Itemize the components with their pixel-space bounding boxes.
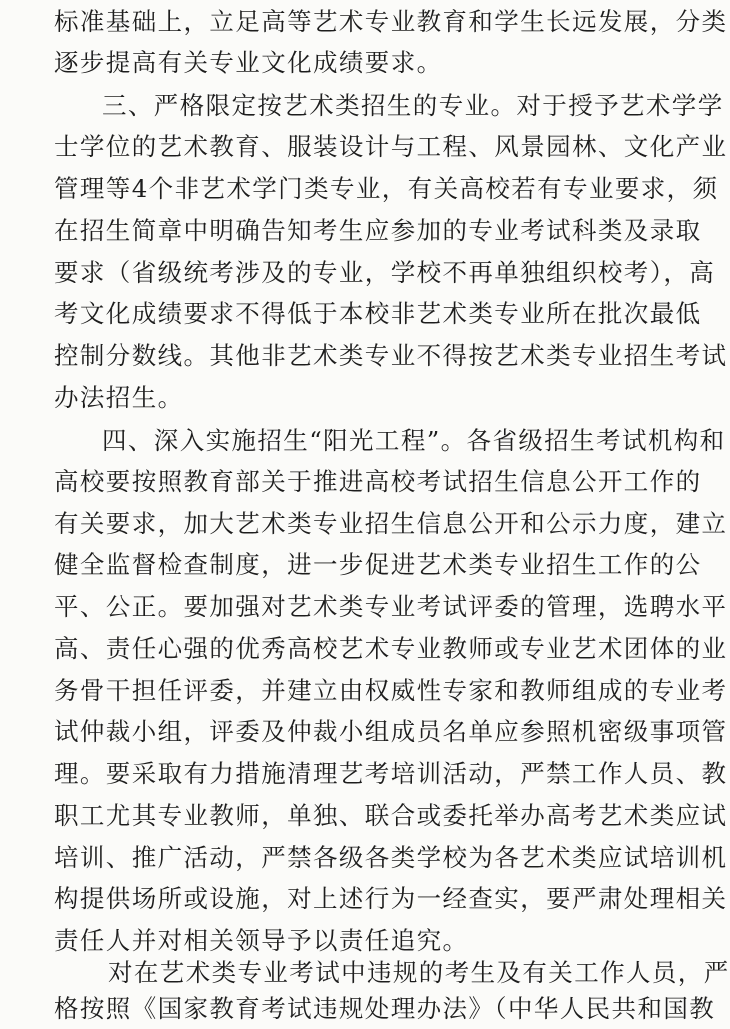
text-line: 责任人并对相关领导予以责任追究。 bbox=[54, 926, 469, 955]
text-line: 办法招生。 bbox=[54, 383, 184, 412]
text-line: 培训、推广活动，严禁各级各类学校为各艺术类应试培训机 bbox=[54, 843, 728, 872]
text-line: 务骨干担任评委，并建立由权威性专家和教师组成的专业考 bbox=[54, 676, 728, 705]
text-line: 标准基础上，立足高等艺术专业教育和学生长远发展，分类 bbox=[54, 7, 728, 36]
text-line: 构提供场所或设施，对上述行为一经查实，要严肃处理相关 bbox=[54, 884, 728, 913]
text-line: 控制分数线。其他非艺术类专业不得按艺术类专业招生考试 bbox=[54, 341, 728, 370]
text-line: 理。要采取有力措施清理艺考培训活动，严禁工作人员、教 bbox=[54, 759, 728, 788]
paragraph-heading-line: 三、严格限定按艺术类招生的专业。对于授予艺术学学 bbox=[102, 91, 724, 120]
text-line: 管理等4个非艺术学门类专业，有关高校若有专业要求，须 bbox=[54, 174, 719, 203]
paragraph-start-line: 对在艺术类专业考试中违规的考生及有关工作人员，严 bbox=[108, 958, 730, 987]
text-line: 逐步提高有关专业文化成绩要求。 bbox=[54, 48, 443, 77]
text-line: 高校要按照教育部关于推进高校考试招生信息公开工作的 bbox=[54, 467, 702, 496]
text-line: 有关要求，加大艺术类专业招生信息公开和公示力度，建立 bbox=[54, 509, 728, 538]
paragraph-heading-line: 四、深入实施招生“阳光工程”。各省级招生考试机构和 bbox=[102, 426, 726, 455]
text-line: 在招生简章中明确告知考生应参加的专业考试科类及录取 bbox=[54, 216, 702, 245]
text-line: 要求（省级统考涉及的专业，学校不再单独组织校考），高 bbox=[54, 258, 716, 287]
text-line: 士学位的艺术教育、服装设计与工程、风景园林、文化产业 bbox=[54, 132, 728, 161]
text-line: 考文化成绩要求不得低于本校非艺术类专业所在批次最低 bbox=[54, 299, 702, 328]
text-line: 试仲裁小组，评委及仲裁小组成员名单应参照机密级事项管 bbox=[54, 717, 728, 746]
text-line: 健全监督检查制度，进一步促进艺术类专业招生工作的公 bbox=[54, 550, 702, 579]
text-line: 格按照《国家教育考试违规处理办法》（中华人民共和国教 bbox=[54, 994, 716, 1023]
text-line: 高、责任心强的优秀高校艺术专业教师或专业艺术团体的业 bbox=[54, 634, 728, 663]
text-line: 平、公正。要加强对艺术类专业考试评委的管理，选聘水平 bbox=[54, 592, 728, 621]
text-line: 职工尤其专业教师，单独、联合或委托举办高考艺术类应试 bbox=[54, 801, 728, 830]
